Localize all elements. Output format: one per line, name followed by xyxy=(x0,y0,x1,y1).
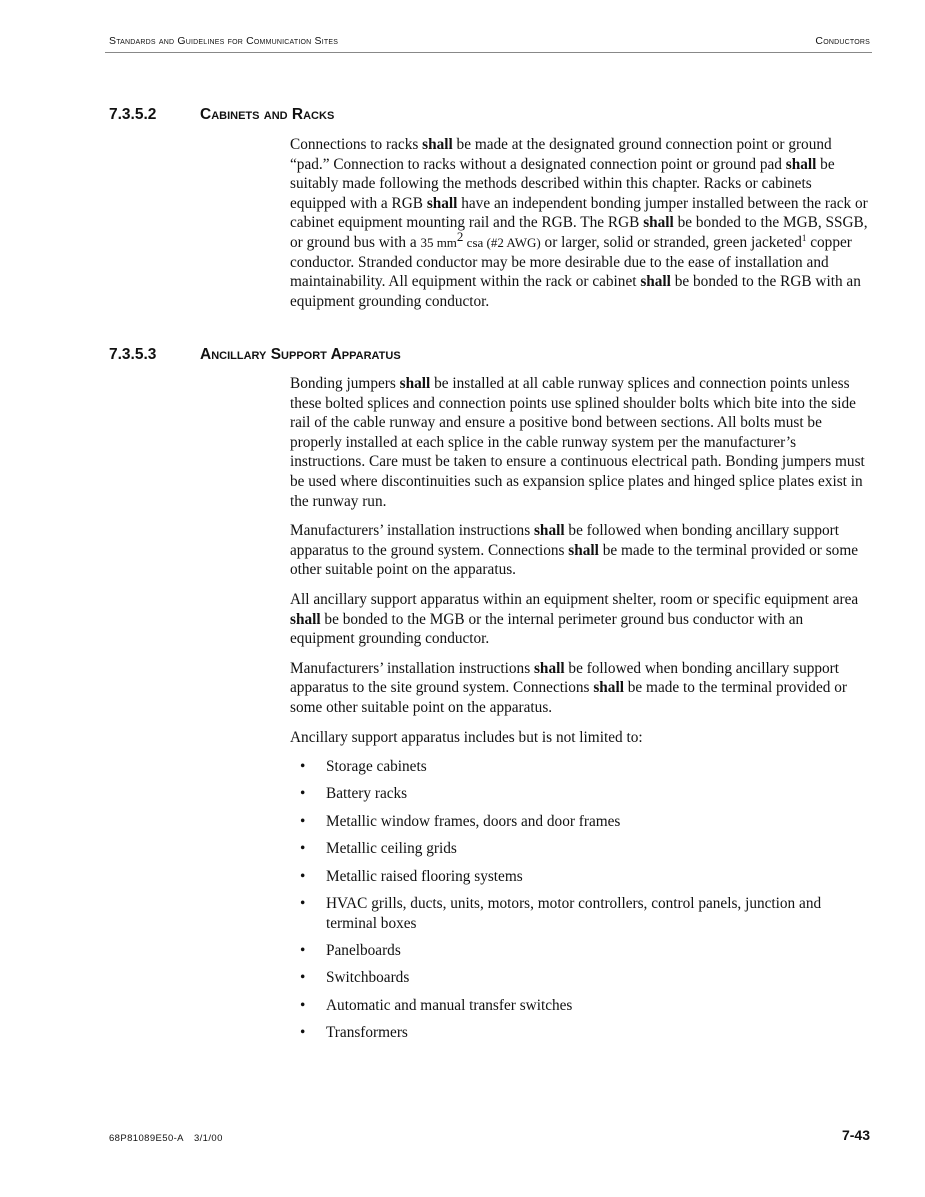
header-rule xyxy=(105,52,872,53)
section-heading-ancillary xyxy=(109,346,401,364)
section-number: 7.3.5.2 xyxy=(109,106,157,123)
list-item: • Metallic raised flooring systems xyxy=(290,867,870,887)
footer-doc-info xyxy=(109,1133,223,1144)
list-item: • Panelboards xyxy=(290,941,870,961)
document-id: 68P81089E50-A xyxy=(109,1133,184,1144)
list-item: • Storage cabinets xyxy=(290,757,870,777)
apparatus-list xyxy=(290,757,870,1043)
list-item: • Battery racks xyxy=(290,784,870,804)
footnote-ref[interactable]: 1 xyxy=(801,232,807,243)
list-item: • Transformers xyxy=(290,1023,870,1043)
running-header-chapter: Conductors xyxy=(815,35,870,47)
paragraph: All ancillary support apparatus within an equipment shelter, room or specific equipment area shall be bonded to the MGB or the internal perimeter ground bus conductor with an equipment grounding conductor. xyxy=(290,590,859,648)
list-item: • Automatic and manual transfer switches xyxy=(290,996,870,1016)
list-item: • HVAC grills, ducts, units, motors, motor controllers, control panels, junction and terminal boxes xyxy=(290,894,870,933)
section-body-ancillary xyxy=(290,374,870,1051)
section-title: Cabinets and Racks xyxy=(200,106,335,123)
list-item: • Metallic window frames, doors and door frames xyxy=(290,812,870,832)
page-number: 7-43 xyxy=(841,1127,870,1143)
paragraph: Connections to racks shall be made at the designated ground connection point or ground “pad.” Connection to racks without a designated connection point or ground pad shall be suitably made following the methods described within this chapter. Racks or cabinets equipped with a RGB shall have an independent bonding jumper installed between the rack or cabinet equipment mounting rail and the RGB. The RGB shall be bonded to the MGB, SSGB, or ground bus with a 35 $mm^2$ csa (#2 AWG) or larger, solid or stranded, green jacketed$^1$ copper conductor. Stranded conductor may be more desirable due to the ease of installation and maintainability. All equipment within the rack or cabinet shall be bonded to the RGB with an equipment grounding conductor. xyxy=(290,136,868,310)
document-date: 3/1/00 xyxy=(193,1133,223,1144)
section-title: Ancillary Support Apparatus xyxy=(200,346,401,363)
paragraph: Manufacturers’ installation instructions shall be followed when bonding ancillary support apparatus to the site ground system. Connections shall be made to the terminal provided or some other suitable point on the apparatus. xyxy=(290,659,847,716)
running-header-title: Standards and Guidelines for Communication Sites xyxy=(109,35,339,47)
paragraph: Ancillary support apparatus includes but is not limited to: xyxy=(290,728,643,746)
section-number: 7.3.5.3 xyxy=(109,346,157,363)
paragraph: Manufacturers’ installation instructions shall be followed when bonding ancillary support apparatus to the ground system. Connections shall be made to the terminal provided or some other suitable point on the apparatus. xyxy=(290,522,859,579)
list-item: • Switchboards xyxy=(290,968,870,988)
section-heading-cabinets xyxy=(109,106,334,124)
list-item: • Metallic ceiling grids xyxy=(290,839,870,859)
paragraph: Bonding jumpers shall be installed at all cable runway splices and connection points unless these bolted splices and connection points use splined shoulder bolts which bite into the side rail of the cable runway and ensure a positive bond between sections. All bolts must be properly installed at each splice in the cable runway system per the manufacturer’s instructions. Care must be taken to ensure a continuous electrical path. Bonding jumpers must be used where discontinuities such as expansion splice plates and hinged splice plates exist in the runway run. xyxy=(290,375,865,510)
section-body-cabinets xyxy=(290,135,870,321)
